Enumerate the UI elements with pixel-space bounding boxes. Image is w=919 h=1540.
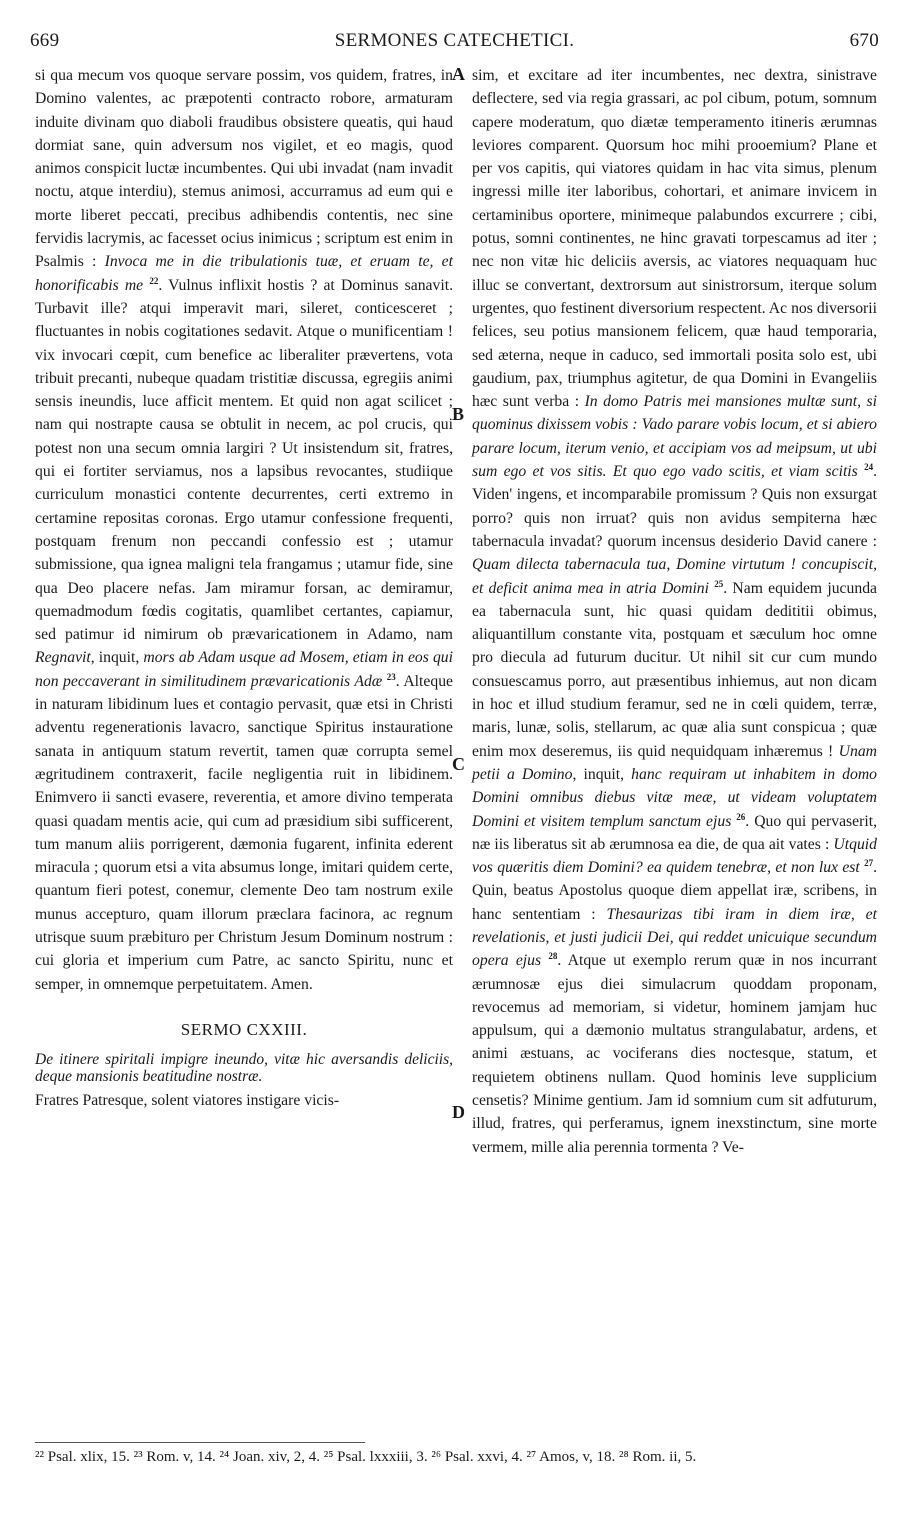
page-number-left: 669 <box>30 30 60 51</box>
left-column <box>35 64 453 1112</box>
running-header <box>30 30 879 60</box>
sermo-heading: SERMO CXXIII. <box>180 1019 308 1039</box>
margin-marker-b: B <box>452 404 465 424</box>
margin-marker-c: C <box>452 754 465 774</box>
sermo-summary: De itinere spiritali impigre ineundo, vitæ hic aversandis deliciis, deque mansionis beatitudine nostræ. <box>35 1051 453 1086</box>
margin-marker-d: D <box>452 1102 465 1122</box>
left-paragraph-1: si qua mecum vos quoque servare possim, vos quidem, fratres, in Domino valentes, ac præpotenti contracto robore, armaturam induite divinam quo diaboli fraudibus obsistere queatis, qui haud dormiat sane, quin adversum nos vigilet, et eo magis, quod animos conspicit luctæ incumbentes. Qui ubi invadat (nam invadit noctu, atque interdiu), stemus animosi, accurramus ad eum qui e morte liberet peccati, precibus adhibendis contentis, nec sine fervidis lacrymis, ac facesset ocius inimicus ; scriptum est enim in Psalmis : Invoca me in die tribulationis tuæ, et eruam te, et honorificabis me $^{22}$. Vulnus inflixit hostis ? at Dominus sanavit. Turbavit ille? atqui imperavit mari, sileret, conticesceret ; fluctuantes in nobis cogitationes sedavit. Atque o munificentiam ! vix invocari cœpit, cum benefice ac liberaliter prævertens, vota tribuit precanti, nubeque quadam tristitiæ discussa, egregiis animi sensis ineundis, luce afficit mentem. Et quid non agat scilicet ; nam qui nostrapte causa se obtulit in necem, ac pol crucis, qui potest non una secum omnia largiri ? Ut insistendum sit, fratres, qui ei fortiter serviamus, nos a lapsibus revocantes, studiique curriculum monastici contente decurrentes, certi extremo in certamine repositas coronas. Ergo utamur confessione frequenti, postquam frenum non peccandi confessio est ; utamur submissione, qua ignea maligni tela frangamus ; utamur fide, sine qua Deo placere nefas. Jam miramur forsan, ac demiramur, quemadmodum fœdis cogitatis, quamlibet certantes, capiamur, sed patimur id nimirum ob prævaricationem in Adamo, nam Regnavit, inquit, mors ab Adam usque ad Mosem, etiam in eos qui non peccaverant in similitudinem prævaricationis Adæ $^{23}$. Alteque in naturam libidinum lues et contagio pervasit, quæ etsi in Christi adventu regenerationis lavacro, sanctique Spiritus instauratione sanata in antiquum statum revertit, tamen quæ corrupta semel ægritudinem contraxerit, facile negligentia ruit in libidinem. Enimvero ii sancti evasere, reverentia, et amore divino temperata quasi quadam mentis acie, qui cum ad præsidium sibi sufficerent, tum manum aliis porrigerent, dæmonia fugarent, infinita ederent miracula ; quorum etsi a vita absumus longe, imitari quidem certe, quantum fieri potest, conemur, clemente Deo tam nostrum exile munus accepturo, quam illorum præclara facinora, ac regnum utrisque suum præbituro per Christum Jesum Dominum nostrum : cui gloria et imperium cum Patre, ac sancto Spiritu, nunc et semper, in omnemque perpetuitatem. Amen. <box>35 67 454 993</box>
footnote-rule <box>35 1442 365 1443</box>
right-column <box>472 64 877 1159</box>
right-paragraph: sim, et excitare ad iter incumbentes, nec dextra, sinistrave deflectere, sed via regia grassari, ac pol cibum, potum, somnum capere moderatum, quo diætæ temperamento itineris ærumnas leviores comparent. Quorsum hoc mihi prooemium? Plane et per vos capitis, qui viatores quidam in hac vita simus, plenum ingressi mille iter laboribus, cohortari, et animare invicem in certaminibus oportere, minimeque palabundos excurrere ; cibi, potus, somni continentes, ne hinc gravati torpescamus ad iter ; nec non vitæ hic deliciis aversis, ac viatores nequaquam huc illuc se convertant, dextrorsum aut sinistrorsum, iterque solum urgentes, quo festinent diversorium respectent. Ac nos diversorii felices, seu potius mansionem felicem, quæ haud temporaria, sed æterna, neque in caduco, sed immortali posita solo est, ubi gaudium, pax, triumphus agitetur, de qua Domini in Evangeliis hæc sunt verba : In domo Patris mei mansiones multæ sunt, si quominus dixissem vobis : Vado parare vobis locum, et si abiero parare locum, iterum venio, et accipiam vos ad meipsum, ut ubi sum ego et vos sitis. Et quo ego vado scitis, et viam scitis $^{24}$. Viden' ingens, et incomparabile promissum ? Quis non exsurgat porro? quis non irruat? quis non avidus sempiterna hæc tabernacula invadat? quorum incensus desiderio David canere : Quam dilecta tabernacula tua, Domine virtutum ! concupiscit, et deficit anima mea in atria Domini $^{25}$. Nam equidem jucunda ea tabernacula sunt, hic quasi quidam dedititii obimus, aliquantillum constante vita, postquam et sæculum hoc omne pro diecula ad futurum ducitur. Ut nihil sit cur cum mundo consuescamus porro, aut præsentibus inhiemus, aut non dicam in hoc et illud studium feramur, sed ne in cœli quidem, terræ, maris, lunæ, solis, stellarum, ac quæ alia sunt conspicua ; quæ enim mox deseremus, iis quid nequidquam inhæremus ! Unam petii a Domino, inquit, hanc requiram ut inhabitem in domo Domini omnibus diebus vitæ meæ, ut videam voluptatem Domini et visitem templum sanctum ejus $^{26}$. Quo qui pervaserit, næ iis liberatus sit ab ærumnosa ea die, de qua ait vates : Utquid vos quæritis diem Domini? ea quidem tenebræ, et non lux est $^{27}$. Quin, beatus Apostolus quoque diem appellat iræ, scribens, in hanc sententiam : Thesaurizas tibi iram in diem iræ, et revelationis, et justi judicii Dei, qui reddet unicuique secundum opera ejus $^{28}$. Atque ut exemplo rerum quæ in nos incurrant ærumnosæ ejus diei simulacrum quoddam proponam, revocemus ad memoriam, si videtur, hominem jamjam huc appulsum, qui a dæmonio multatus strangulabatur, ardens, et animi æstuans, ac vociferans dies noctesque, statum, et requietem obtinens nullam. Quod hominis leve supplicium censetis? Minime gentium. Jam id somnium cum sit adfuturum, illud, fratres, qui perferamus, ignem inexstinctum, sine morte vermem, mille alia perennia tormenta ? Ve- <box>472 67 878 1156</box>
page-number-right: 670 <box>849 30 879 51</box>
running-title: SERMONES CATECHETICI. <box>334 30 575 51</box>
margin-marker-a: A <box>452 64 465 84</box>
footnotes: ²² Psal. xlix, 15. ²³ Rom. v, 14. ²⁴ Joan. xiv, 2, 4. ²⁵ Psal. lxxxiii, 3. ²⁶ Psal. xxvi, 4. ²⁷ Amos, v, 18. ²⁸ Rom. ii, 5. <box>35 1449 697 1465</box>
left-paragraph-2: Fratres Patresque, solent viatores instigare vicis- <box>35 1092 340 1110</box>
